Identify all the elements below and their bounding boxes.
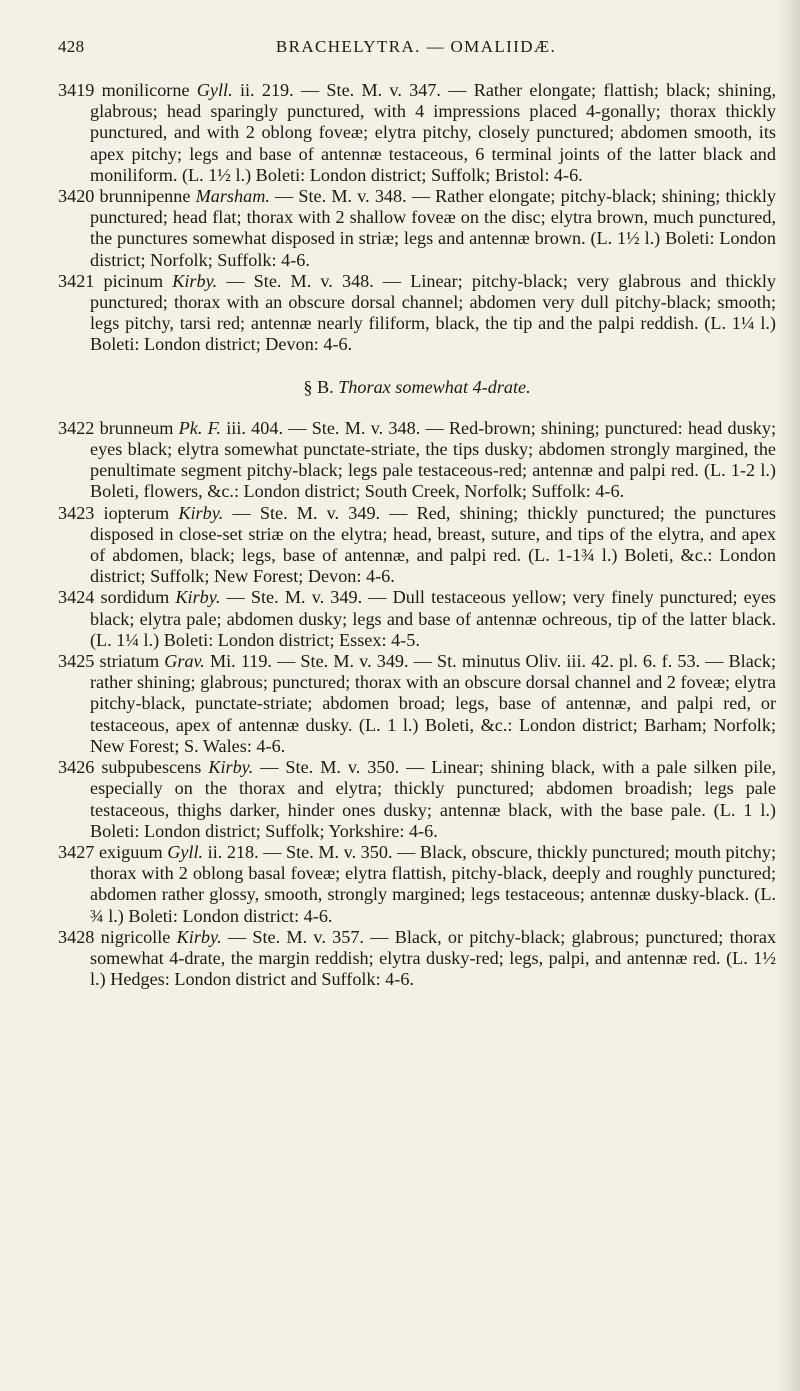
entry-description: — Ste. M. v. 348. — Linear; pitchy-black; very glabrous and thickly punctured; thorax with an obscure dorsal channel; abdomen very dull pitchy-black; smooth; legs pitchy, tarsi red; antennæ nearly filiform, black, the tip and the palpi reddish. (L. 1¼ l.) Boleti: London district; Devon: 4-6.	[90, 270, 777, 355]
species-entry	[58, 651, 776, 757]
species-author: Marsham.	[195, 186, 270, 207]
running-title: BRACHELYTRA. — OMALIIDÆ.	[275, 37, 557, 56]
species-author: Kirby.	[178, 502, 224, 523]
entry-description: — Ste. M. v. 350. — Linear; shining black, with a pale silken pile, especially on the thorax and elytra; thickly punctured; abdomen broadish; legs pale testaceous, thighs darker, hinder ones dusky; antennæ black, with the base pale. (L. 1 l.) Boleti: London district; Suffolk; Yorkshire: 4-6.	[90, 757, 776, 841]
species-entry	[58, 186, 776, 271]
page-edge-shadow	[778, 0, 800, 1391]
entry-description: — Ste. M. v. 349. — Red, shining; thickly punctured; the punctures disposed in close-set striæ on the elytra; head, breast, suture, and tips of the elytra, and apex of abdomen, black; legs, base of antennæ, and palpi red. (L. 1-1¾ l.) Boleti, &c.: London district; Suffolk; New Forest; Devon: 4-6.	[90, 502, 777, 587]
species-author: Kirby.	[208, 757, 254, 778]
species-name: iopterum	[103, 502, 170, 523]
species-name: exiguum	[98, 841, 163, 862]
entry-number: 3422	[58, 417, 95, 438]
entry-number: 3427	[58, 841, 95, 862]
entry-number: 3425	[58, 651, 95, 672]
species-author: Gyll.	[167, 841, 204, 862]
species-name: picinum	[103, 270, 164, 291]
entry-number: 3428	[58, 926, 95, 947]
species-name: nigricolle	[100, 926, 171, 947]
species-name: subpubescens	[101, 757, 202, 778]
section-label: § B.	[303, 376, 334, 397]
entry-description: — Ste. M. v. 348. — Rather elongate; pitchy-black; shining; thickly punctured; head flat; thorax with 2 shallow foveæ on the disc; elytra brown, much punctured, the punctures somewhat disposed in striæ; legs and antennæ brown. (L. 1½ l.) Boleti: London district; Norfolk; Suffolk: 4-6.	[90, 186, 776, 270]
entry-description: Mi. 119. — Ste. M. v. 349. — St. minutus Oliv. iii. 42. pl. 6. f. 53. — Black; rather shining; glabrous; punctured; thorax with an obscure dorsal channel and 2 foveæ; elytra pitchy-black, punctate-striate; abdomen broad; legs, base of antennæ, and palpi red, or testaceous, apex of antennæ dusky. (L. 1 l.) Boleti, &c.: London district; Barham; Norfolk; New Forest; S. Wales: 4-6.	[90, 651, 777, 756]
species-author: Grav.	[164, 651, 205, 672]
species-entry	[58, 587, 776, 651]
entry-description: iii. 404. — Ste. M. v. 348. — Red-brown; shining; punctured: head dusky; eyes black; elytra somewhat punctate-striate, the tips dusky; abdomen strongly margined, the penultimate segment pitchy-black; legs pale testaceous-red; antennæ and palpi red. (L. 1-2 l.) Boleti, flowers, &c.: London district; South Creek, Norfolk; Suffolk: 4-6.	[90, 417, 777, 502]
entry-number: 3426	[58, 757, 95, 778]
species-author: Pk. F.	[178, 417, 221, 438]
species-name: brunneum	[99, 417, 174, 438]
species-entry	[58, 503, 776, 588]
species-entry	[58, 927, 776, 991]
entry-number: 3424	[58, 587, 95, 608]
entry-description: ii. 218. — Ste. M. v. 350. — Black, obscure, thickly punctured; mouth pitchy; thorax with 2 oblong basal foveæ; elytra flattish, pitchy-black, deeply and roughly punctured; abdomen rather glossy, smooth, strongly margined; legs testaceous; antennæ dusky-black. (L. ¾ l.) Boleti: London district: 4-6.	[90, 841, 777, 926]
entry-number: 3420	[58, 186, 95, 207]
species-entry	[58, 80, 776, 186]
entry-description: — Ste. M. v. 357. — Black, or pitchy-black; glabrous; punctured; thorax somewhat 4-drate, the margin reddish; elytra dusky-red; legs, palpi, and antennæ red. (L. 1½ l.) Hedges: London district and Suffolk: 4-6.	[90, 926, 777, 990]
section-title: Thorax somewhat 4-drate.	[338, 376, 531, 397]
species-name: monilicorne	[101, 80, 190, 100]
species-entry	[58, 757, 776, 842]
entry-number: 3423	[58, 502, 95, 523]
species-author: Kirby.	[175, 587, 221, 608]
species-entry	[58, 271, 776, 356]
section-heading	[58, 377, 776, 398]
species-author: Gyll.	[196, 80, 233, 100]
species-entry	[58, 842, 776, 927]
species-author: Kirby.	[172, 270, 218, 291]
entry-description: — Ste. M. v. 349. — Dull testaceous yellow; very finely punctured; eyes black; elytra pale; abdomen dusky; legs and base of antennæ ochreous, tip of the latter black. (L. 1¼ l.) Boleti: London district; Essex: 4-5.	[90, 587, 776, 650]
species-author: Kirby.	[176, 926, 222, 947]
entry-number: 3419	[58, 80, 95, 100]
entry-description: ii. 219. — Ste. M. v. 347. — Rather elongate; flattish; black; shining, glabrous; head sparingly punctured, with 4 impressions placed 4-gonally; thorax thickly punctured, and with 2 oblong foveæ; elytra pitchy, closely punctured; abdomen smooth, its apex pitchy; legs and base of antennæ testaceous, 6 terminal joints of the latter black and moniliform. (L. 1½ l.) Boleti: London district; Suffolk; Bristol: 4-6.	[90, 80, 776, 185]
entry-number: 3421	[58, 270, 95, 291]
page-body	[58, 80, 776, 990]
page-header	[58, 37, 774, 61]
species-name: brunnipenne	[99, 186, 191, 207]
species-name: striatum	[99, 651, 160, 672]
species-entry	[58, 418, 776, 503]
page-number: 428	[58, 37, 85, 56]
species-name: sordidum	[100, 587, 170, 608]
